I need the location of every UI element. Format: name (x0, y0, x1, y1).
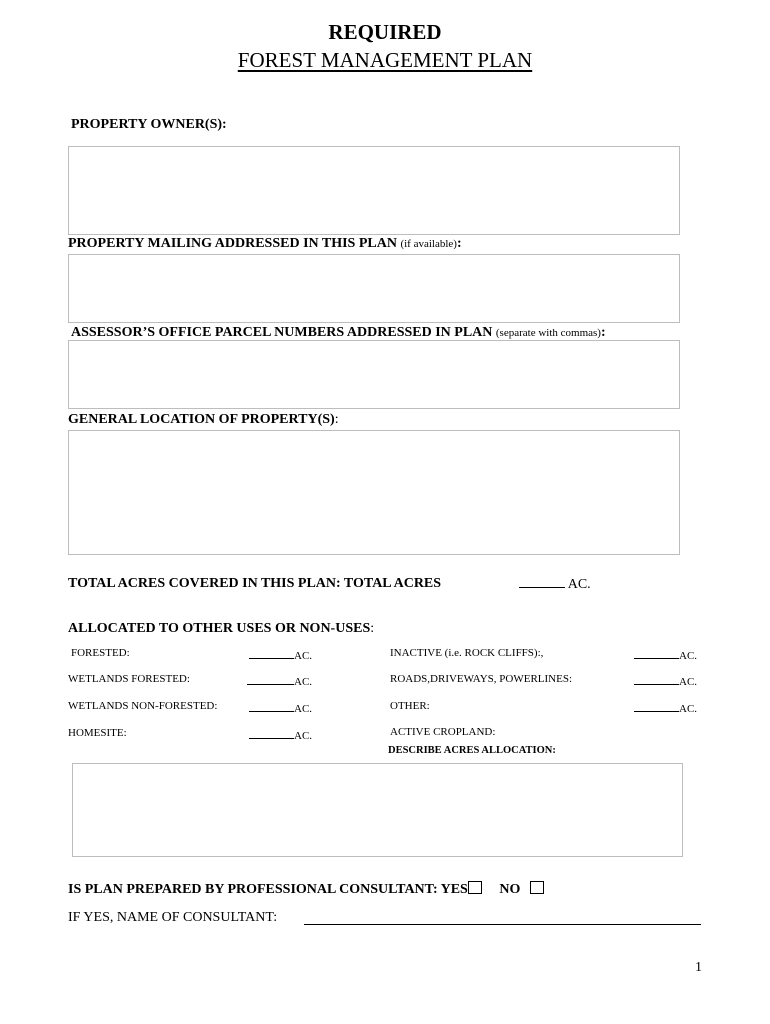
parcel-label: ASSESSOR’S OFFICE PARCEL NUMBERS ADDRESSED IN PLAN (separate with commas): (71, 325, 606, 340)
total-acres-label: TOTAL ACRES COVERED IN THIS PLAN: TOTAL ACRES (68, 576, 442, 591)
owner-label: PROPERTY OWNER(S): (71, 117, 227, 132)
describe-field[interactable] (72, 763, 683, 857)
wetlands-forested-acres-field[interactable]: AC. (247, 673, 312, 688)
mailing-note: (if available) (400, 238, 457, 250)
consultant-name-field[interactable] (304, 912, 701, 925)
parcel-note: (separate with commas) (495, 327, 601, 339)
no-checkbox[interactable] (530, 881, 544, 894)
consultant-question: IS PLAN PREPARED BY PROFESSIONAL CONSULTANT: YES NO (68, 881, 544, 898)
cropland-label: ACTIVE CROPLAND: (390, 726, 496, 738)
wetlands-forested-label: WETLANDS FORESTED: (68, 673, 190, 685)
other-acres-field[interactable]: AC. (634, 700, 697, 715)
location-field[interactable] (68, 430, 680, 555)
no-label: NO (499, 882, 521, 897)
location-label: GENERAL LOCATION OF PROPERTY(S): (68, 412, 339, 427)
wetlands-nonforested-acres-field[interactable]: AC. (249, 700, 312, 715)
wetlands-nonforested-label: WETLANDS NON-FORESTED: (68, 700, 218, 712)
inactive-label: INACTIVE (i.e. ROCK CLIFFS):, (390, 647, 544, 659)
owner-field[interactable] (68, 146, 680, 235)
inactive-acres-field[interactable]: AC. (634, 647, 697, 662)
forested-label: FORESTED: (71, 647, 130, 659)
page-subtitle: FOREST MANAGEMENT PLAN (237, 48, 533, 72)
forested-acres-field[interactable]: AC. (249, 647, 312, 662)
describe-label: DESCRIBE ACRES ALLOCATION: (388, 745, 556, 756)
page-title: REQUIRED (328, 20, 442, 44)
page-number: 1 (695, 960, 702, 975)
roads-label: ROADS,DRIVEWAYS, POWERLINES: (390, 673, 573, 685)
other-label: OTHER: (390, 700, 430, 712)
yes-checkbox[interactable] (468, 881, 482, 894)
mailing-field[interactable] (68, 254, 680, 323)
consultant-name-label: IF YES, NAME OF CONSULTANT: (68, 910, 278, 925)
parcel-field[interactable] (68, 340, 680, 409)
total-acres-field[interactable]: AC. (519, 576, 591, 593)
roads-acres-field[interactable]: AC. (634, 673, 697, 688)
mailing-label: PROPERTY MAILING ADDRESSED IN THIS PLAN (if available): (68, 236, 462, 251)
homesite-label: HOMESITE: (68, 727, 127, 739)
homesite-acres-field[interactable]: AC. (249, 727, 312, 742)
allocated-label: ALLOCATED TO OTHER USES OR NON-USES: (68, 621, 375, 636)
